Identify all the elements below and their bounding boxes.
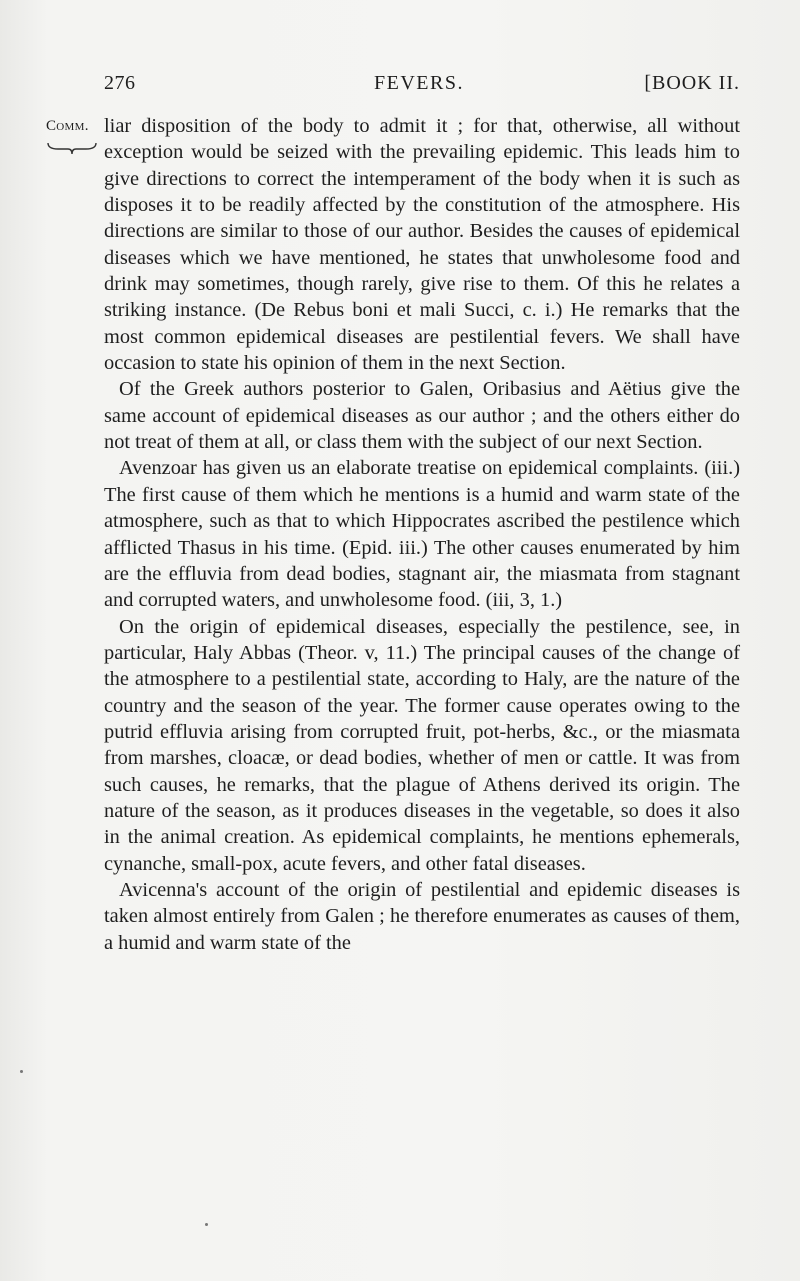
paper-speck [20, 1070, 23, 1073]
book-reference: [BOOK II. [644, 72, 740, 94]
body-text [104, 113, 740, 956]
paragraph-continued: liar disposition of the body to admit it ; for that, otherwise, all without exception would be seized with the prevailing epidemic. This leads him to give directions to correct the intemperament of the body when it is such as disposes it to be readily affected by the constitution of the atmosphere. His directions are similar to those of our author. Besides the causes of epidemical diseases which we have mentioned, he states that unwholesome food and drink may sometimes, though rarely, give rise to them. Of this he relates a striking instance. (De Rebus boni et mali Succi, c. i.) He remarks that the most common epidemical diseases are pestilential fevers. We shall have occasion to state his opinion of them in the next Section. [104, 115, 740, 375]
paragraph-avicenna: Avicenna's account of the origin of pestilential and epidemic diseases is taken almost entirely from Galen ; he therefore enumerates as causes of them, a humid and warm state of the [104, 878, 740, 954]
paragraph-greek-authors: Of the Greek authors posterior to Galen, Oribasius and Aëtius give the same account of epidemical diseases as our author ; and the others either do not treat of them at all, or class them with the subject of our next Section. [104, 378, 740, 454]
paper-speck [205, 1223, 208, 1226]
margin-brace-icon [46, 141, 98, 155]
page-number: 276 [104, 72, 136, 94]
running-title: FEVERS. [374, 72, 464, 94]
paragraph-avenzoar: Avenzoar has given us an elaborate treatise on epidemical complaints. (iii.) The first cause of them which he mentions is a humid and warm state of the atmosphere, such as that to which Hippocrates ascribed the pestilence which afflicted Thasus in his time. (Epid. iii.) The other causes enumerated by him are the effluvia from dead bodies, stagnant air, the miasmata from stagnant and corrupted waters, and unwholesome food. (iii, 3, 1.) [104, 457, 740, 612]
paragraph-haly-abbas: On the origin of epidemical diseases, especially the pestilence, see, in particular, Haly Abbas (Theor. v, 11.) The principal causes of the change of the atmosphere to a pestilential state, according to Haly, are the nature of the country and the season of the year. The former cause operates owing to the putrid effluvia arising from corrupted fruit, pot-herbs, &c., or the miasmata from marshes, cloacæ, or dead bodies, whether of men or cattle. It was from such causes, he remarks, that the plague of Athens derived its origin. The nature of the season, as it produces diseases in the vegetable, so does it also in the animal creation. As epidemical complaints, he mentions ephemerals, cynanche, small-pox, acute fevers, and other fatal diseases. [104, 615, 740, 875]
running-head [104, 72, 740, 102]
margin-note-commentary: Comm. [46, 118, 89, 134]
